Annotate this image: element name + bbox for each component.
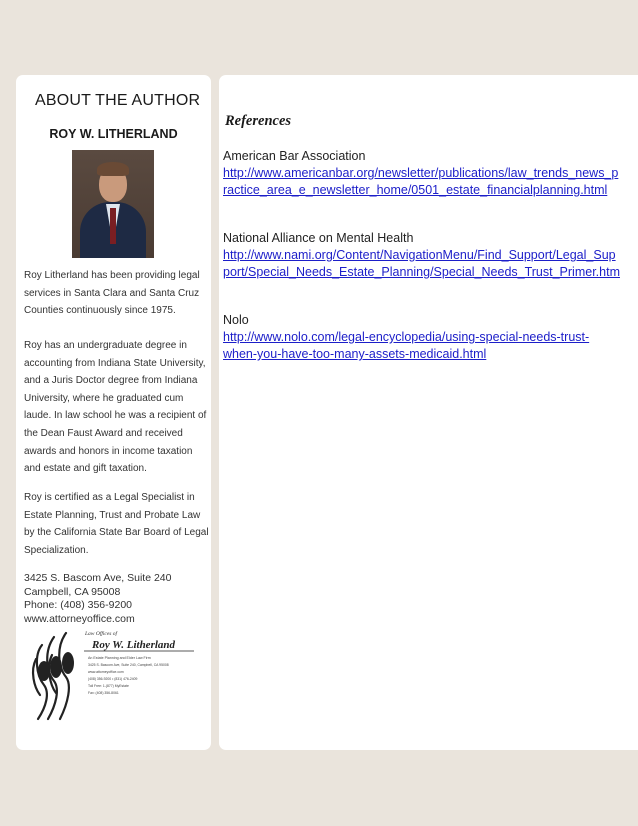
law-office-logo: [24, 615, 202, 727]
logo-tollfree: Toll Free: 1-(877) MyEstate: [88, 684, 129, 688]
reference-link[interactable]: port/Special_Needs_Estate_Planning/Special_Needs_Trust_Primer.htm: [223, 265, 620, 279]
logo-address: 3425 S. Bascom Ave, Suite 240, Campbell, CA 95008: [88, 663, 169, 667]
reference-item: [223, 230, 638, 281]
reference-link[interactable]: http://www.nolo.com/legal-encyclopedia/using-special-needs-trust-: [223, 330, 590, 344]
reference-link[interactable]: ractice_area_e_newsletter_home/0501_estate_financialplanning.html: [223, 183, 608, 197]
references-title: References: [225, 113, 292, 129]
reference-link[interactable]: when-you-have-too-many-assets-medicaid.html: [223, 347, 487, 361]
references-panel: [219, 75, 638, 750]
reference-item: [223, 148, 638, 199]
about-author-panel: [16, 75, 211, 750]
about-title: ABOUT THE AUTHOR: [35, 92, 201, 109]
logo-top-text: Law Offices of: [85, 631, 118, 637]
logo-web: www.attorneyoffice.com: [88, 670, 124, 674]
reference-link[interactable]: http://www.nami.org/Content/NavigationMenu/Find_Support/Legal_Sup: [223, 248, 616, 262]
logo-phones: (408) 356-9200 • (831) 476-2409: [88, 677, 138, 681]
bio-paragraph: Roy has an undergraduate degree in accounting from Indiana State University, and a Juris Doctor degree from Indiana University, where he graduated cum laude. In law school he was a recipient of the Dean Faust Award and received awards and honors in income taxation and estate and gift taxation.: [24, 340, 207, 475]
address-line: 3425 S. Bascom Ave, Suite 240: [24, 572, 172, 584]
address-line: Campbell, CA 95008: [24, 585, 121, 598]
bio-paragraph: Roy is certified as a Legal Specialist in Estate Planning, Trust and Probate Law by the California State Bar Board of Legal Specialization.: [24, 492, 209, 556]
phone-line: Phone: (408) 356-9200: [24, 599, 132, 611]
reference-link[interactable]: http://www.americanbar.org/newsletter/publications/law_trends_news_p: [223, 166, 619, 180]
logo-name-text: Roy W. Litherland: [92, 639, 176, 651]
author-name: ROY W. LITHERLAND: [49, 127, 178, 141]
logo-fax: Fax: (408) 356-8061: [88, 691, 119, 695]
web-line: www.attorneyoffice.com: [24, 612, 135, 625]
reference-name: National Alliance on Mental Health: [223, 231, 414, 245]
author-photo: [72, 150, 154, 258]
reference-name: American Bar Association: [223, 149, 366, 163]
logo-tagline: An Estate Planning and Elder Law Firm: [88, 656, 151, 660]
reference-name: Nolo: [223, 313, 249, 327]
reference-item: [223, 312, 638, 363]
bio-paragraph: Roy Litherland has been providing legal services in Santa Clara and Santa Cruz Counties continuously since 1975.: [24, 270, 200, 317]
